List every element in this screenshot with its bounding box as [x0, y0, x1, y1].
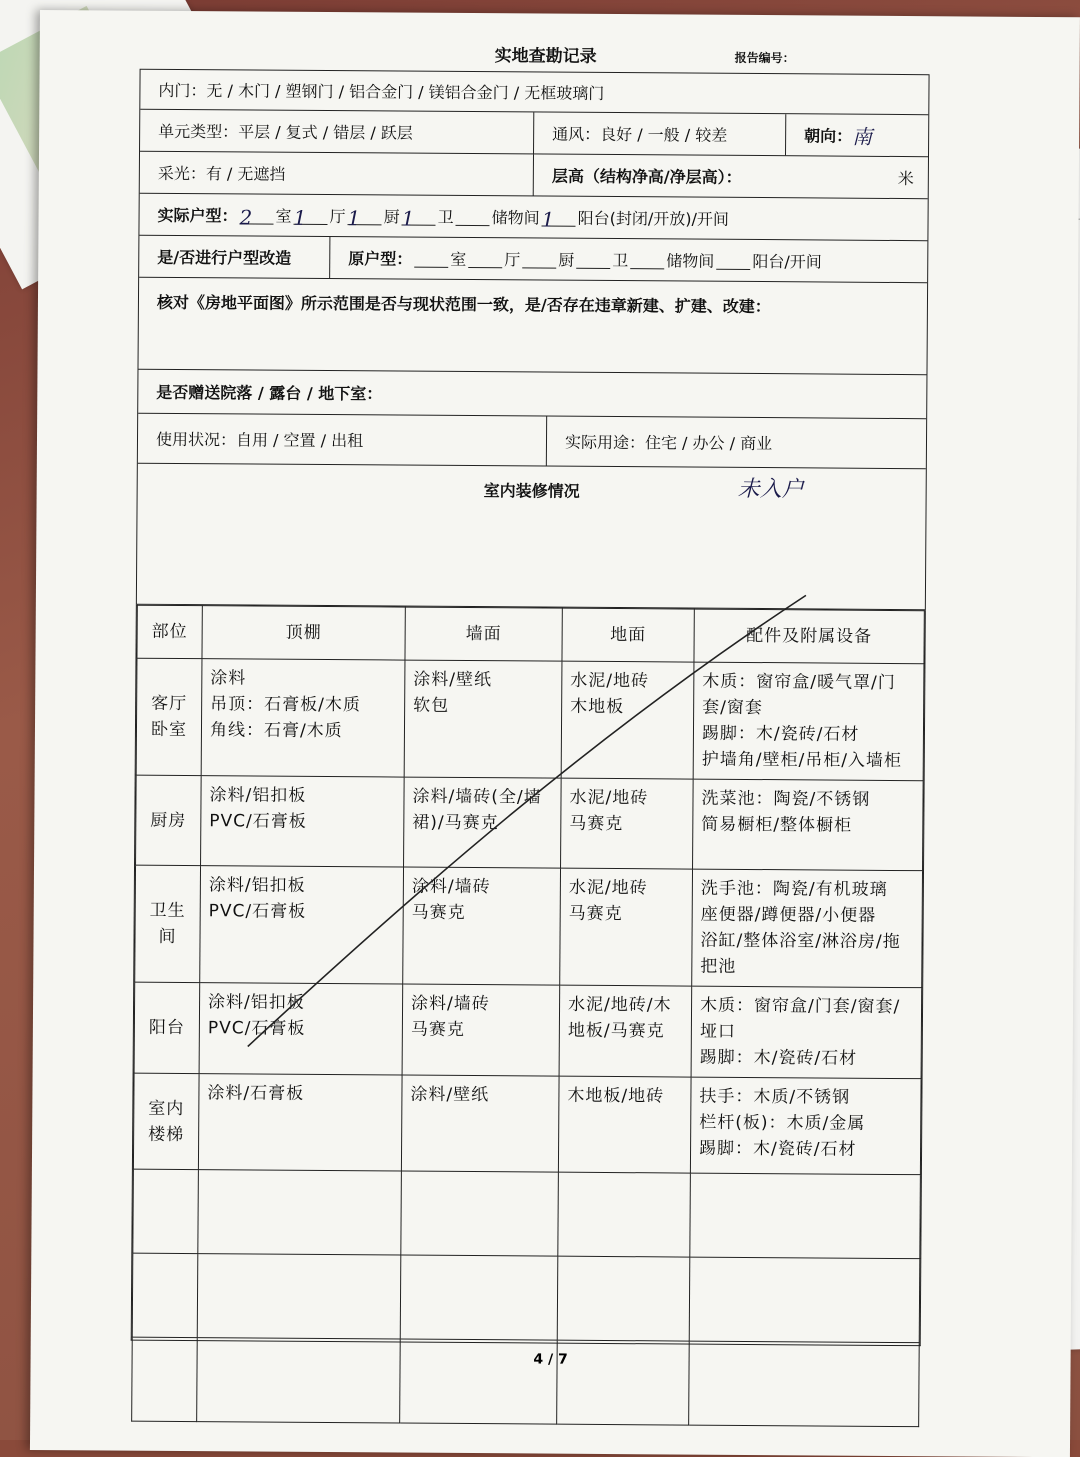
- orientation-handwriting: 南: [852, 124, 873, 149]
- row-plan-check: [138, 278, 927, 375]
- cell-wall: [400, 1255, 558, 1340]
- table-row: [132, 1253, 920, 1342]
- cell-floor: 水泥/地砖 马赛克: [561, 778, 694, 869]
- cell-ceiling: [197, 1254, 401, 1339]
- cell-wall: 涂料/壁纸 软包: [404, 660, 562, 778]
- cell-ceiling: 涂料/铝扣板 PVC/石膏板: [201, 776, 405, 867]
- cell-floor: 水泥/地砖 木地板: [561, 661, 694, 779]
- header-fittings: 配件及附属设备: [694, 609, 924, 664]
- row-unit-type: [140, 110, 928, 158]
- actual-hall-count: 1: [294, 206, 328, 225]
- table-row: [136, 775, 924, 870]
- actual-layout-cell: 实际户型： 2 室 1 厅 1 厨 1 卫 储物间 1 阳台(封闭/开放)/开间: [139, 194, 927, 241]
- floor-height-label: 层高（结构净高/净层高）：: [533, 154, 863, 197]
- handwritten-note: 未入户: [737, 476, 804, 503]
- cell-ceiling: 涂料/石膏板: [198, 1074, 402, 1171]
- unit-type-options: 单元类型：平层 / 复式 / 错层 / 跃层: [158, 121, 413, 143]
- table-row: [135, 865, 923, 987]
- cell-wall: [401, 1171, 559, 1256]
- cell-fittings: 木质：窗帘盒/门套/窗套/垭口 踢脚：木/瓷砖/石材: [691, 986, 922, 1079]
- plan-check-text: 核对《房地平面图》所示范围是否与现状范围一致，是/否存在违章新建、扩建、改建：: [156, 292, 771, 317]
- lighting-options: 采光：有 / 无遮挡: [157, 163, 286, 184]
- page-title: 实地查勘记录: [494, 46, 597, 67]
- cell-fittings: [689, 1257, 920, 1343]
- cell-fittings: [690, 1173, 921, 1259]
- cell-part: [133, 1169, 199, 1253]
- row-inner-door: [140, 70, 928, 116]
- cell-ceiling: 涂料 吊顶：石膏板/木质 角线：石膏/木质: [201, 659, 405, 777]
- row-gift: [138, 370, 926, 420]
- cell-wall: 涂料/壁纸: [401, 1075, 559, 1172]
- table-row: [133, 1073, 921, 1174]
- floor-height-unit: 米: [897, 168, 914, 189]
- actual-balcony-count: 1: [542, 208, 576, 227]
- cell-part: 卫生间: [135, 865, 201, 982]
- remodel-label: 是/否进行户型改造: [157, 247, 292, 268]
- cell-part: 阳台: [134, 982, 200, 1073]
- cell-fittings: 洗手池：陶瓷/有机玻璃 座便器/蹲便器/小便器 浴缸/整体浴室/淋浴房/拖把池: [692, 869, 923, 988]
- cell-ceiling: [198, 1170, 402, 1255]
- cell-part: 厨房: [136, 775, 202, 865]
- cell-fittings: 扶手：木质/不锈钢 栏杆(板)：木质/金属 踢脚：木/瓷砖/石材: [690, 1077, 921, 1175]
- table-header-row: [137, 605, 924, 663]
- row-lighting: [140, 152, 928, 200]
- cell-fittings: 洗菜池：陶瓷/不锈钢 简易橱柜/整体橱柜: [693, 779, 924, 871]
- page-number: 4 / 7: [533, 1351, 568, 1368]
- cell-part: [132, 1253, 198, 1337]
- decoration-table: [131, 605, 925, 1427]
- row-deco-title: [138, 464, 926, 516]
- decoration-table-wrapper: [131, 605, 926, 1346]
- row-remodel: [139, 236, 927, 284]
- orientation-cell: [785, 114, 930, 156]
- header-part: 部位: [137, 605, 202, 658]
- cell-wall: 涂料/墙砖 马赛克: [403, 867, 561, 985]
- actual-layout-label: 实际户型：: [157, 205, 238, 226]
- inner-door-options: 内门：无 / 木门 / 塑钢门 / 铝合金门 / 镁铝合金门 / 无框玻璃门: [158, 80, 605, 103]
- actual-storage-count: [456, 207, 490, 226]
- actual-use-options: 实际用途：住宅 / 办公 / 商业: [546, 417, 928, 469]
- survey-info-section: [136, 69, 930, 611]
- row-actual-layout: [139, 194, 927, 242]
- original-layout-label: 原户型：: [348, 249, 413, 269]
- actual-bath-count: 1: [402, 207, 436, 226]
- cell-floor: [558, 1172, 691, 1257]
- cell-floor: 木地板/地砖: [558, 1076, 691, 1173]
- row-usage: [138, 414, 926, 470]
- header-ceiling: 顶棚: [202, 606, 405, 660]
- cell-floor: 水泥/地砖/木地板/马赛克: [559, 985, 692, 1077]
- cell-wall: 涂料/墙砖 马赛克: [402, 984, 560, 1076]
- decoration-section-title: 室内装修情况: [483, 481, 580, 501]
- table-row: [134, 982, 922, 1078]
- cell-floor: 水泥/地砖 马赛克: [560, 868, 693, 986]
- header-wall: 墙面: [405, 607, 562, 661]
- cell-ceiling: 涂料/铝扣板 PVC/石膏板: [199, 983, 403, 1075]
- gift-text: 是否赠送院落 / 露台 / 地下室：: [156, 382, 383, 404]
- header-floor: 地面: [562, 608, 694, 662]
- cell-fittings: 木质：窗帘盒/暖气罩/门套/窗套 踢脚：木/瓷砖/石材 护墙角/壁柜/吊柜/入墙柜: [693, 662, 924, 781]
- table-row: [136, 658, 924, 780]
- usage-options: 使用状况：自用 / 空置 / 出租: [155, 429, 364, 451]
- cell-wall: 涂料/墙砖(全/墙裙)/马赛克: [404, 777, 562, 868]
- original-layout-cell: 原户型： 室 厅 厨 卫 储物间 阳台/开间: [329, 237, 929, 282]
- table-row: [133, 1169, 921, 1258]
- cell-floor: [557, 1256, 690, 1341]
- cell-ceiling: 涂料/铝扣板 PVC/石膏板: [200, 866, 404, 984]
- survey-form-page: [30, 10, 1080, 1457]
- orientation-label: 朝向：: [804, 126, 853, 146]
- actual-room-count: 2: [240, 205, 274, 224]
- ventilation-options: 通风：良好 / 一般 / 较差: [533, 112, 785, 155]
- actual-kitchen-count: 1: [348, 206, 382, 225]
- report-number-label: 报告编号：: [734, 50, 795, 66]
- cell-part: 客厅卧室: [136, 658, 202, 775]
- cell-part: 室内楼梯: [133, 1073, 199, 1169]
